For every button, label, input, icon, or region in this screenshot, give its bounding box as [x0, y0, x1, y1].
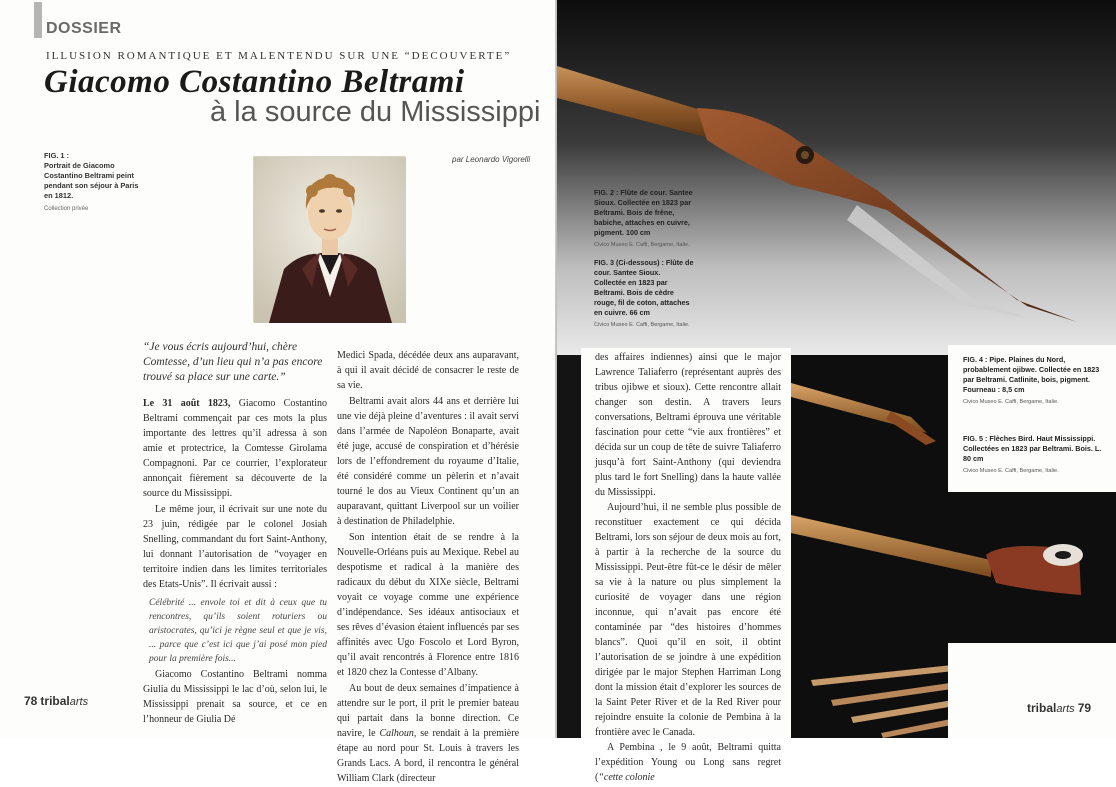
folio-brand: tribal [1027, 701, 1057, 715]
text-column-2 [337, 348, 519, 787]
page-number-right [1027, 701, 1091, 715]
folio-brand-suffix: arts [69, 696, 89, 708]
paragraph: Giacomo Costantino Beltrami nomma Giulia du Mississippi le lac d’où, selon lui, le Mississippi prenait sa source, et ce en l’honneur de Giulia Dé [143, 669, 327, 725]
folio-panel [948, 643, 1116, 738]
paragraph: A Pembina , le 9 août, Beltrami quitta l’expédition Young ou Long sans regret (“cette colonie [595, 742, 781, 783]
paragraph: des affaires indiennes) ainsi que le major Lawrence Taliaferro (représentant auprès des tribus ojibwe et sioux). Cette rencontre allait changer son destin. A travers leurs conversations, Beltrami éprouva une véritable fascination pour cette “vie aux frontières” et décida sur un coup de tête de suivre Taliaferro jusqu’à fort Saint-Anthony (qui deviendra plus tard le fort Snelling) dans la haute vallée du Mississippi. [595, 352, 781, 498]
fig2-text: FIG. 2 : Flûte de cour. Santee Sioux. Collectée en 1823 par Beltrami. Bois de frêne, babiche, attaches en cuivre, pigment. 100 cm [594, 188, 693, 237]
fig5-text: FIG. 5 : Flèches Bird. Haut Mississippi. Collectées en 1823 par Beltrami. Bois. L. 80 cm [963, 434, 1102, 463]
left-page [0, 0, 557, 784]
folio-number: 78 [24, 694, 38, 708]
fig3-caption [594, 258, 694, 330]
section-label: DOSSIER [46, 20, 122, 37]
paragraph: Beltrami avait alors 44 ans et derrière lui une vie déjà pleine d’aventures : il avait servi dans l’armée de Napoléon Bonaparte, avait été juge, accusé de conspiration et d’hérésie lors de l’effondrement du royaume d’Italie, été considéré comme un pèlerin et n’avait tourné le dos au Vieux Continent qu’un an auparavant, quittant Liverpool sur un voilier à destination de Philadelphie. [337, 396, 519, 527]
fig4-credit: Civico Museo E. Caffi, Bergame, Italie. [963, 399, 1059, 405]
folio-brand: tribal [40, 694, 70, 708]
paragraph: Giacomo Costantino Beltrami commençait par ces mots la plus importante des lettres qu’il adressa à son amie et protectrice, la Comtesse Girolama Compagnoni. Par ce courrier, l’explorateur annonçait fièrement sa découverte de la source du Mississippi. [143, 398, 327, 499]
section-marker-bar [34, 2, 42, 38]
fig4-text: FIG. 4 : Pipe. Plaines du Nord, probablement ojibwe. Collectée en 1823 par Beltrami. Catlinite, bois, pigment. Fourneau : 8,5 cm [963, 355, 1100, 394]
paragraph: Le même jour, il écrivait sur une note du 23 juin, rédigée par le colonel Josiah Snelling, commandant du fort Saint-Anthony, lui donnant l’autorisation de “voyager en territoire indien dans les limites territoriales des Etats-Unis”. Il écrivait aussi : [143, 504, 327, 590]
portrait-image [253, 156, 405, 322]
pull-quote: “Je vous écris aujourd’hui, chère Comtesse, d’un lieu qui n’a pas encore trouvé sa place sur une carte.” [143, 341, 323, 383]
paragraph: Au bout de deux semaines d’impatience à attendre sur le port, il prit le premier bateau qui partait dans la bonne direction. Ce navire, le Calhoun, se rendait à la première étape au nord pour St. Louis à travers les Grands Lacs. A bord, il rencontra le général William Clark (directeur [337, 683, 520, 784]
date-lead: Le 31 août 1823, [143, 398, 231, 409]
page-number-left [24, 694, 88, 708]
fig5-credit: Civico Museo E. Caffi, Bergame, Italie. [963, 468, 1059, 474]
article-subtitle: à la source du Mississippi [210, 96, 541, 128]
fig1-credit: Collection privée [44, 206, 89, 212]
byline: par Leonardo Vigorelli [452, 155, 531, 164]
text-column-3 [595, 350, 781, 785]
right-page [557, 0, 1116, 783]
fig4-caption [963, 355, 1103, 407]
article-title: Giacomo Costantino Beltrami [44, 64, 465, 100]
fig1-label: FIG. 1 : [44, 151, 70, 160]
fig3-text: FIG. 3 (Ci-dessous) : Flûte de cour. Santee Sioux. Collectée en 1823 par Beltrami. Bois de cèdre rouge, fil de coton, attaches en cuivre. 66 cm [594, 258, 694, 317]
fig3-credit: Civico Museo E. Caffi, Bergame, Italie. [594, 322, 690, 328]
fig1-caption [44, 151, 140, 214]
fig5-caption [963, 434, 1103, 476]
fig1-text: Portrait de Giacomo Costantino Beltrami peint pendant son séjour à Paris en 1812. [44, 161, 139, 200]
fig2-credit: Civico Museo E. Caffi, Bergame, Italie. [594, 242, 690, 248]
paragraph: Son intention était de se rendre à la Nouvelle-Orléans puis au Mexique. Rebel au despotisme et radical à la manière des radicaux du début du XIXe siècle, Beltrami voyait ce voyage comme une expérience d’indépendance. Ses idéaux antisociaux et ses rêves d’évasion étaient influencés par ses affinités avec Ugo Foscolo et Lord Byron, qu’il avait rencontrés à Florence entre 1816 et 1820 chez la Contesse d’Albany. [337, 532, 519, 678]
folio-number: 79 [1077, 701, 1092, 715]
paragraph: Medici Spada, décédée deux ans auparavant, à qui il avait décidé de consacrer le reste de sa vie. [337, 350, 519, 391]
text-column-1 [143, 396, 327, 728]
ship-name: Calhoun [379, 728, 414, 739]
kicker: ILLUSION ROMANTIQUE ET MALENTENDU SUR UNE “DECOUVERTE” [46, 50, 512, 62]
folio-brand-suffix: arts [1056, 703, 1075, 715]
poem-quote: Célébrité ... envole toi et dit à ceux que tu rencontres, qu’ils soient roturiers ou aristocrates, qu’ici je règne seul et que je vis, ... parce que c’est ici que j’ai posé mon pied pour la première fois... [149, 598, 327, 664]
paragraph: Aujourd’hui, il ne semble plus possible de reconstituer exactement ce qui décida Beltrami, lors son séjour de deux mois au fort, à partir à la recherche de la source du Mississippi. Peut-être fût-ce le désir de mêler sa vie à la nature ou plus simplement la curiosité de voyager dans une région inconnue, qui n’avait pas encore été contaminée par “des histoires d’hommes blancs”. Quoi qu’il en soit, il obtint l’autorisation de se joindre à une expédition dirigée par le major Stephen Harriman Long dont la mission était d’explorer les sources de la Saint Peter River et de la Red River pour rejoindre ensuite la colonie de Pembina à la frontière avec le Canada. [595, 502, 781, 738]
fig2-caption [594, 188, 694, 250]
